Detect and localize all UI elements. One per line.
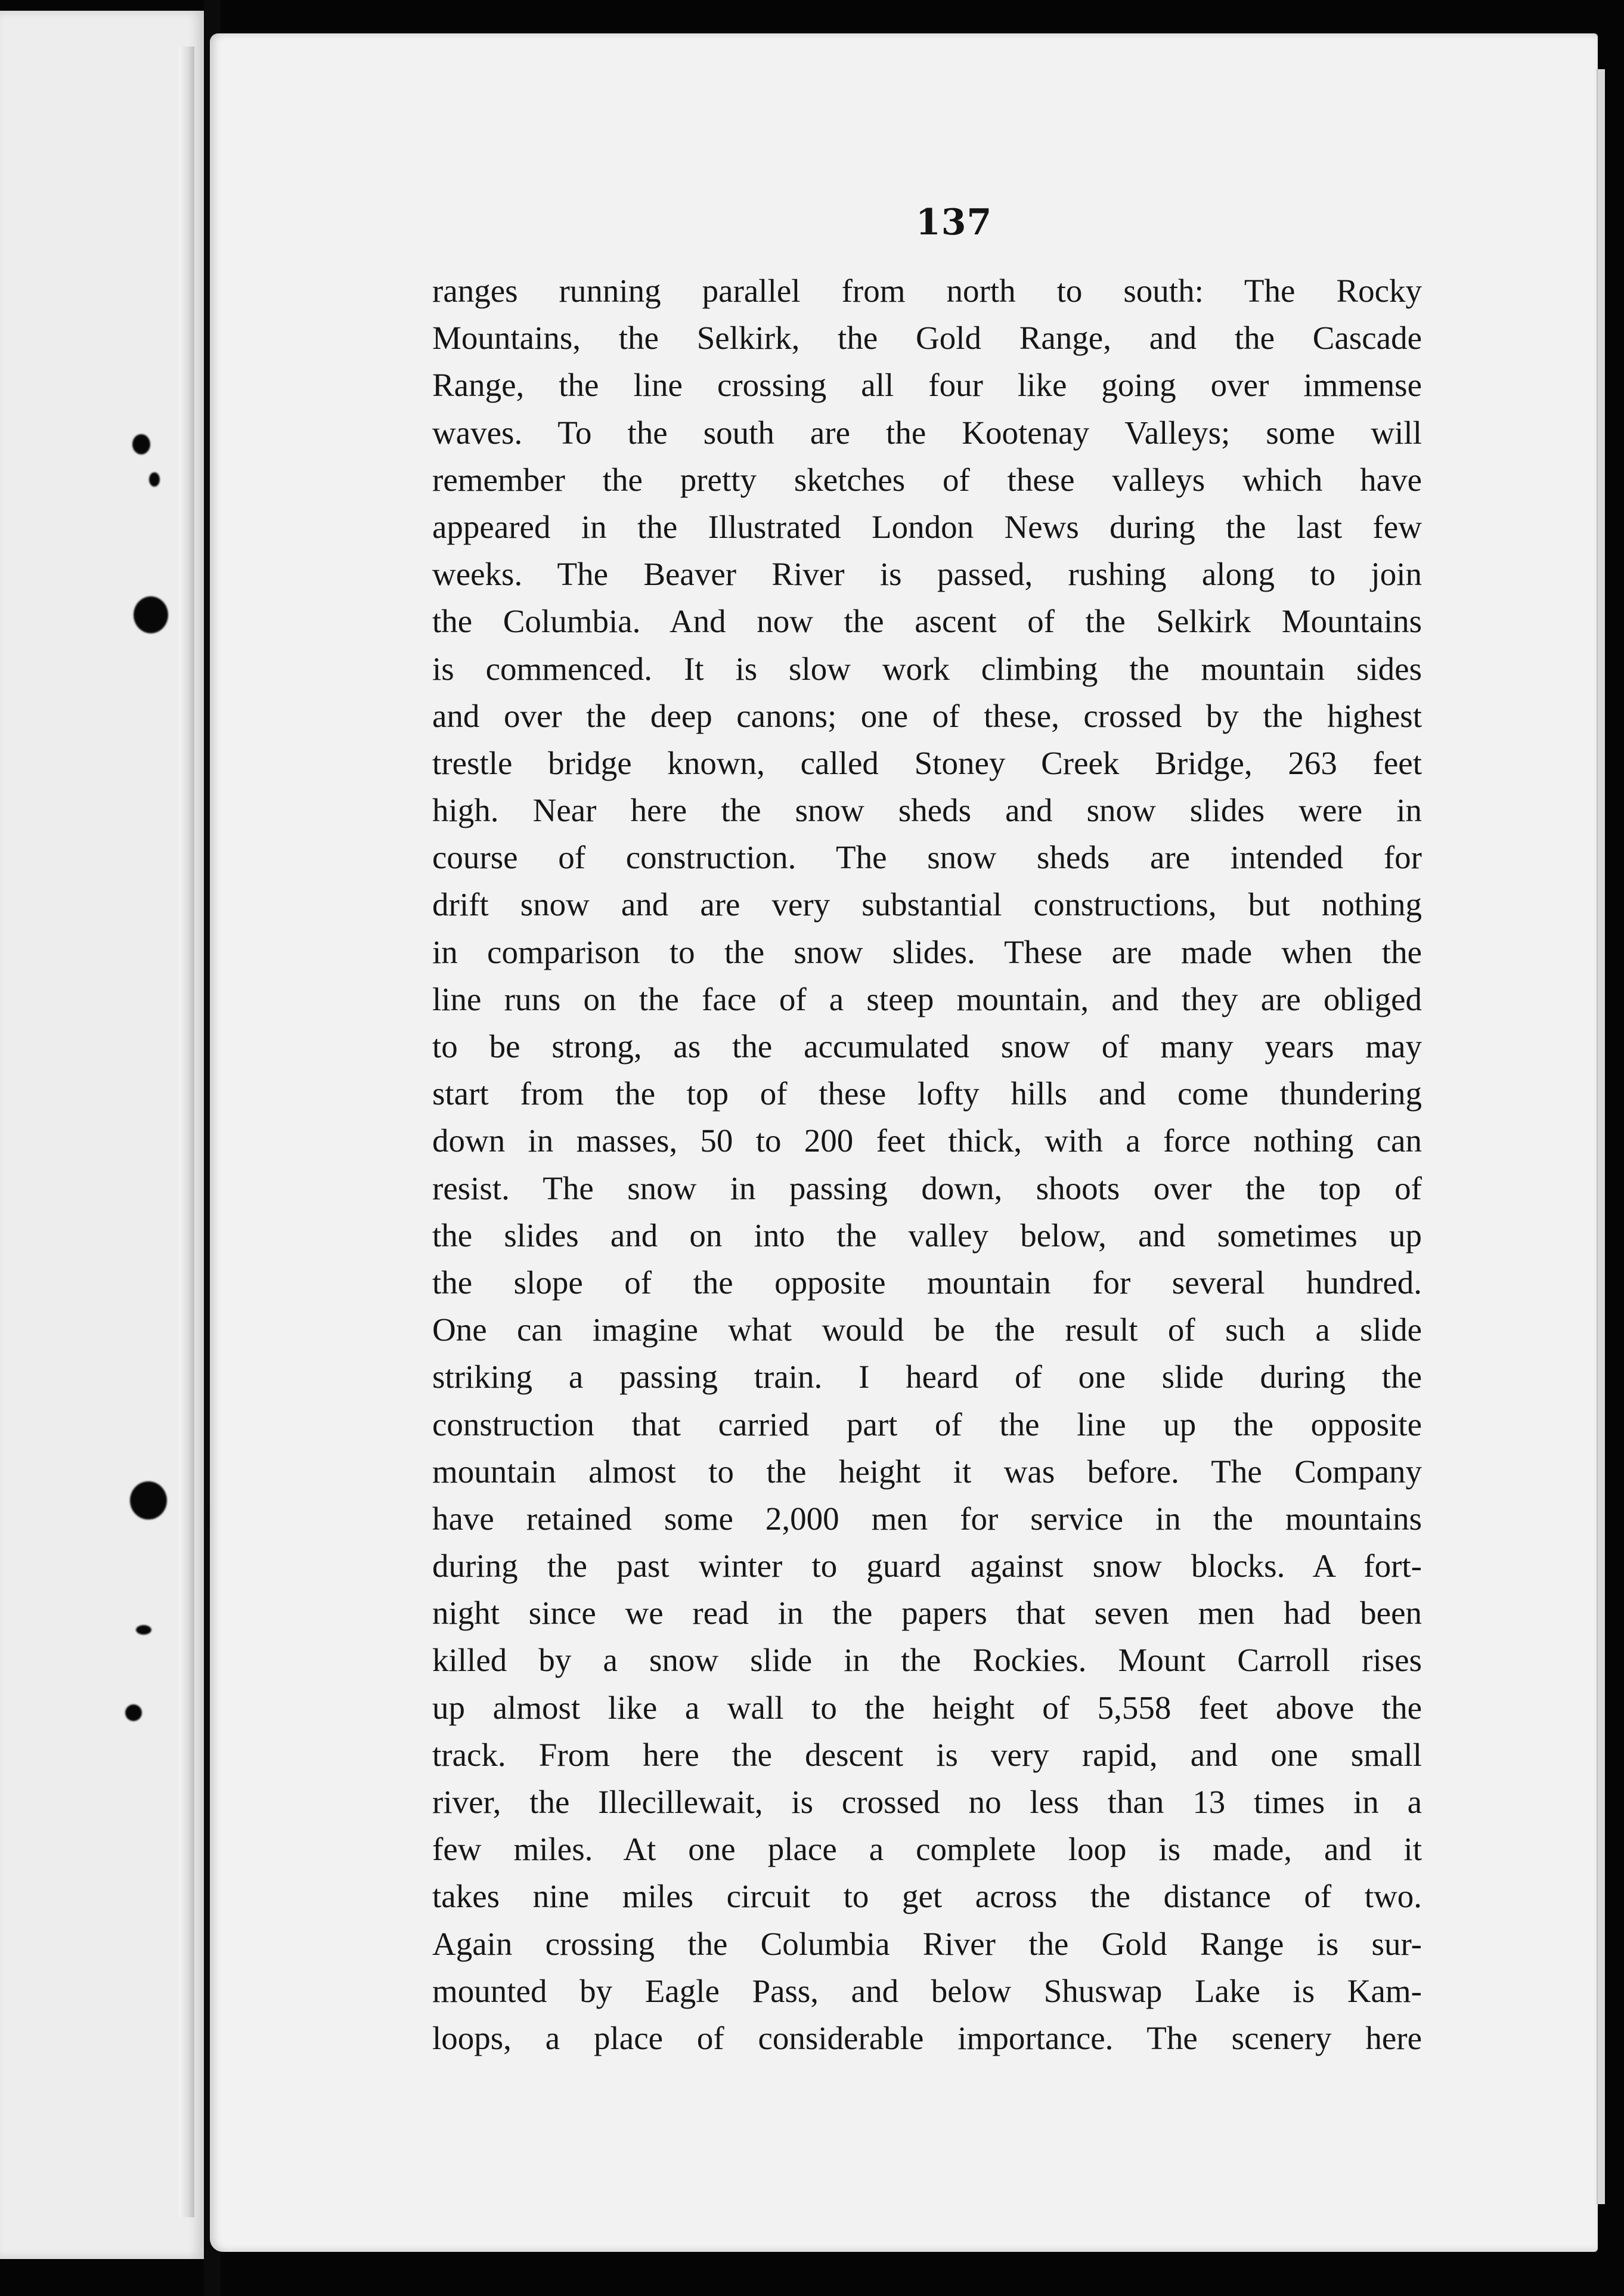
text-line: waves. To the south are the Kootenay Valleys; some will <box>432 414 1422 451</box>
text-line: One can imagine what would be the result of such a slide <box>432 1311 1422 1348</box>
text-line: start from the top of these lofty hills and come thundering <box>432 1075 1422 1112</box>
text-line: is commenced. It is slow work climbing the mountain sides <box>432 650 1422 687</box>
ink-spot <box>136 1625 151 1635</box>
text-line: track. From here the descent is very rapid, and one small <box>432 1736 1422 1773</box>
ink-spot <box>134 596 168 633</box>
text-line: Range, the line crossing all four like going over immense <box>432 367 1422 404</box>
ink-spot <box>130 1481 167 1520</box>
text-line: trestle bridge known, called Stoney Creek Bridge, 263 feet <box>432 744 1422 781</box>
text-line: ranges running parallel from north to south: The Rocky <box>432 273 1422 309</box>
right-page-fore-edge <box>1597 69 1605 2204</box>
text-line: Again crossing the Columbia River the Gold Range is sur- <box>432 1925 1422 1962</box>
ink-spot <box>132 434 150 454</box>
text-line: night since we read in the papers that seven men had been <box>432 1595 1422 1632</box>
ink-spot <box>149 472 160 487</box>
text-line: few miles. At one place a complete loop is made, and it <box>432 1831 1422 1868</box>
text-line: down in masses, 50 to 200 feet thick, with a force nothing can <box>432 1122 1422 1159</box>
ink-spot <box>125 1704 142 1721</box>
text-line: mountain almost to the height it was before. The Company <box>432 1453 1422 1490</box>
left-page-fore-edge <box>179 47 194 2217</box>
text-line: the slope of the opposite mountain for several hundred. <box>432 1264 1422 1301</box>
text-line: during the past winter to guard against snow blocks. A fort- <box>432 1548 1422 1585</box>
text-line: drift snow and are very substantial constructions, but nothing <box>432 886 1422 923</box>
text-line: Mountains, the Selkirk, the Gold Range, and the Cascade <box>432 320 1422 357</box>
text-line: high. Near here the snow sheds and snow slides were in <box>432 792 1422 829</box>
text-line: up almost like a wall to the height of 5,558 feet above the <box>432 1689 1422 1726</box>
text-line: construction that carried part of the line up the opposite <box>432 1406 1422 1443</box>
text-line: and over the deep canons; one of these, crossed by the highest <box>432 697 1422 734</box>
text-line: resist. The snow in passing down, shoots over the top of <box>432 1169 1422 1206</box>
text-line: remember the pretty sketches of these valleys which have <box>432 461 1422 498</box>
text-line: in comparison to the snow slides. These are made when the <box>432 933 1422 970</box>
text-line: appeared in the Illustrated London News during the last few <box>432 508 1422 545</box>
text-line: killed by a snow slide in the Rockies. Mount Carroll rises <box>432 1642 1422 1679</box>
text-line: loops, a place of considerable importance. The scenery here <box>432 2019 1422 2056</box>
page-body-text <box>432 267 1422 2062</box>
text-line: line runs on the face of a steep mountain, and they are obliged <box>432 980 1422 1017</box>
left-page-edge <box>0 11 206 2259</box>
text-line: to be strong, as the accumulated snow of many years may <box>432 1028 1422 1065</box>
text-line: river, the Illecillewait, is crossed no less than 13 times in a <box>432 1784 1422 1820</box>
page-number: 137 <box>916 202 993 243</box>
text-line: the Columbia. And now the ascent of the Selkirk Mountains <box>432 603 1422 640</box>
text-line: have retained some 2,000 men for service in the mountains <box>432 1500 1422 1537</box>
text-line: the slides and on into the valley below, and sometimes up <box>432 1217 1422 1254</box>
text-line: takes nine miles circuit to get across the distance of two. <box>432 1878 1422 1915</box>
text-line: course of construction. The snow sheds are intended for <box>432 839 1422 876</box>
text-line: weeks. The Beaver River is passed, rushing along to join <box>432 556 1422 593</box>
text-line: mounted by Eagle Pass, and below Shuswap Lake is Kam- <box>432 1972 1422 2009</box>
text-line: striking a passing train. I heard of one slide during the <box>432 1359 1422 1395</box>
